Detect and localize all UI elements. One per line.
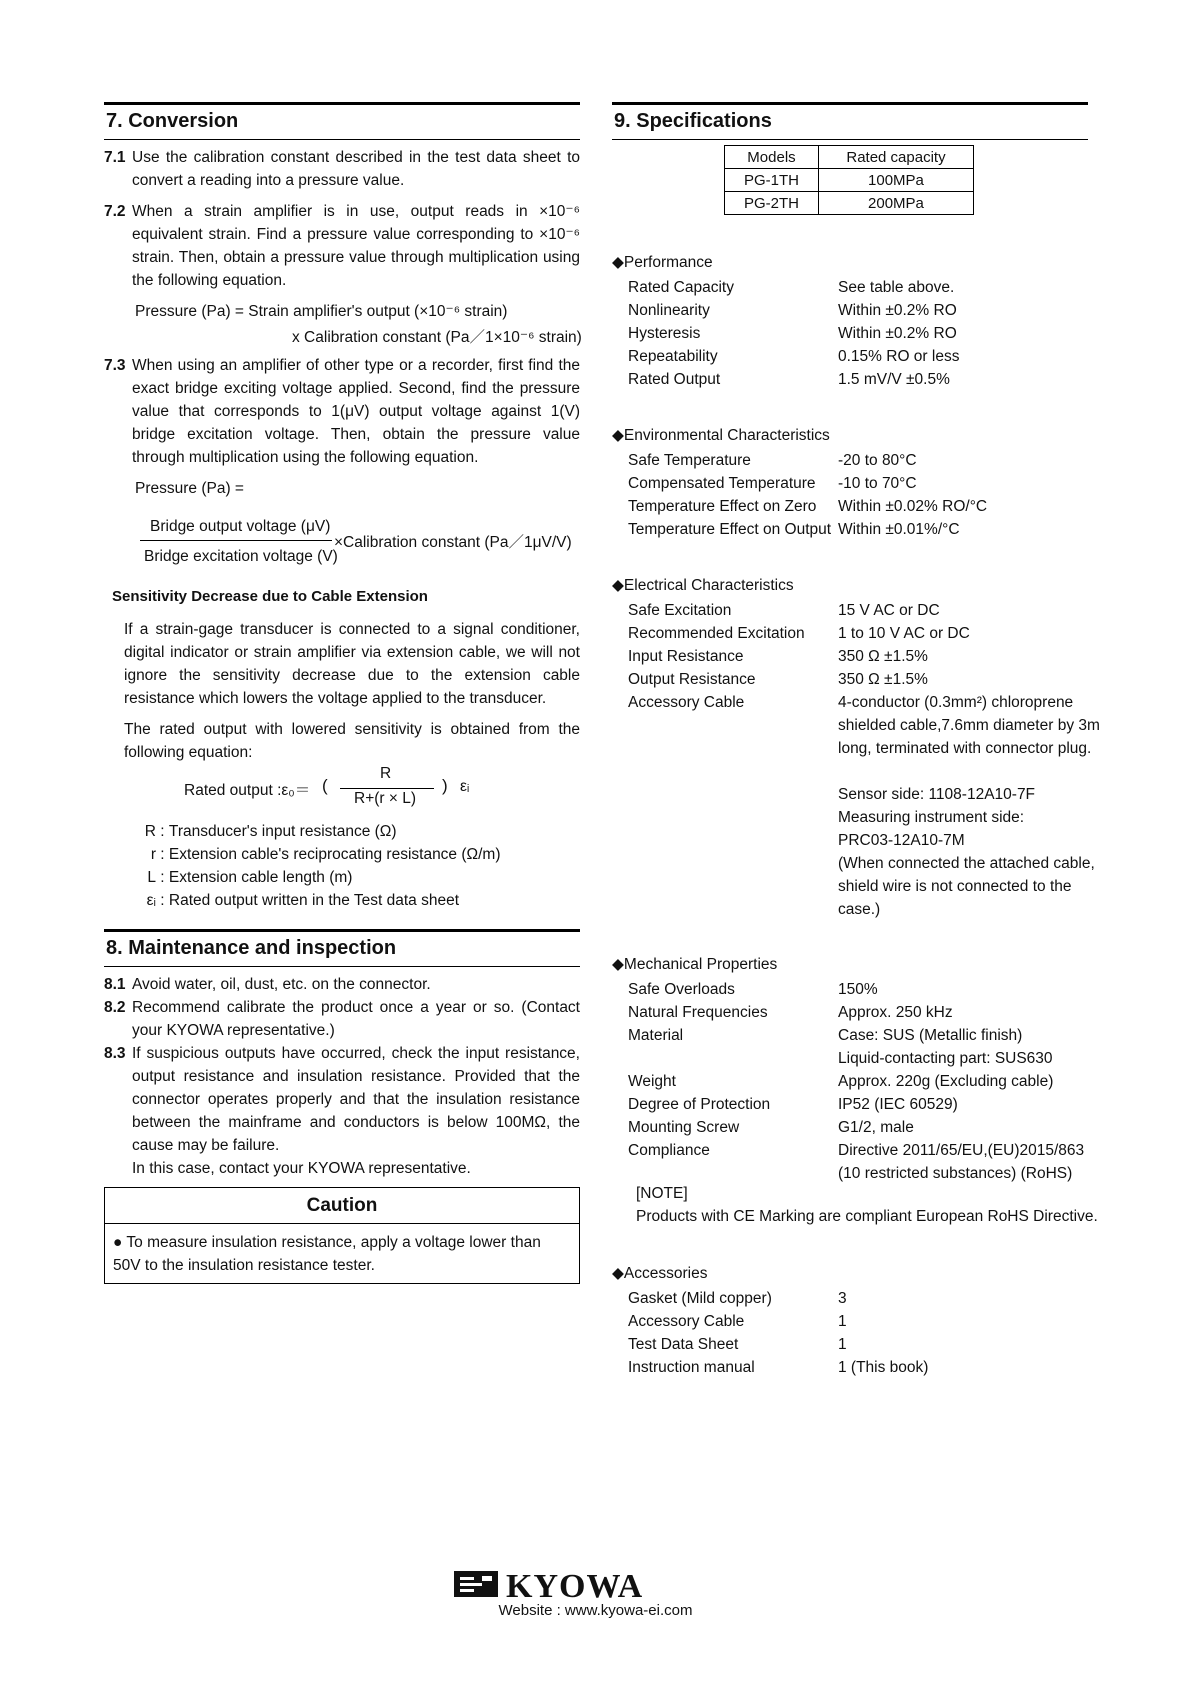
spec-key: Hysteresis (628, 325, 701, 342)
spec-value: 4-conductor (0.3mm²) chloroprene shielded cable,7.6mm diameter by 3m long, terminated with connector plug. (838, 694, 1100, 757)
equation-line: Pressure (Pa) = Strain amplifier's output (×10⁻⁶ strain) (135, 303, 508, 320)
paren-open: ( (322, 776, 328, 795)
rated-output-lhs: Rated output :ε₀＝ (184, 782, 311, 799)
spec-key: Compliance (628, 1142, 710, 1159)
spec-value: 15 V AC or DC (838, 602, 940, 619)
section-title: 9. Specifications (614, 110, 772, 132)
spec-value: 350 Ω ±1.5% (838, 671, 928, 688)
definition-symbol: L (147, 869, 156, 886)
rated-output-denominator: R+(r × L) (354, 790, 417, 807)
spec-key: Repeatability (628, 348, 718, 365)
spec-key: Safe Overloads (628, 981, 735, 998)
spec-key: Input Resistance (628, 648, 744, 665)
paragraph-8-1 (104, 973, 580, 996)
definition-item: r : Extension cable's reciprocating resistance (Ω/m) (140, 846, 501, 864)
section-title: 8. Maintenance and inspection (106, 937, 397, 959)
spec-group-title: ◆Electrical Characteristics (612, 577, 794, 594)
paren-close: ) (442, 776, 448, 795)
spec-value: (When connected the attached cable, shield wire is not connected to the case.) (838, 855, 1095, 918)
spec-group-title: ◆Environmental Characteristics (612, 427, 830, 444)
clause-text: Use the calibration constant described in the test data sheet to convert a reading into a pressure value. (132, 149, 580, 189)
spec-key: Mounting Screw (628, 1119, 740, 1136)
sensitivity-paragraph-2: The rated output with lowered sensitivity is obtained from the following equation: (124, 721, 580, 761)
spec-value: -10 to 70°C (838, 475, 917, 492)
spec-value: 1 (This book) (838, 1359, 929, 1376)
table-cell: PG-2TH (725, 192, 819, 215)
spec-group-title: ◆Performance (612, 254, 713, 271)
clause-text: Recommend calibrate the product once a year or so. (Contact your KYOWA representative.) (132, 999, 580, 1039)
section-heading-specifications (612, 102, 1088, 140)
spec-value: Within ±0.2% RO (838, 302, 957, 319)
equation-lhs: Pressure (Pa) = (135, 480, 244, 497)
definition-item: L : Extension cable length (m) (140, 869, 352, 887)
fraction-bar (140, 540, 332, 541)
fraction-numerator: Bridge output voltage (μV) (150, 518, 331, 535)
spec-value: 350 Ω ±1.5% (838, 648, 928, 665)
spec-key: Test Data Sheet (628, 1336, 739, 1353)
spec-value: G1/2, male (838, 1119, 914, 1136)
table-cell: 100MPa (818, 169, 973, 192)
sensitivity-heading: Sensitivity Decrease due to Cable Extension (112, 588, 428, 605)
spec-value: PRC03-12A10-7M (838, 832, 965, 849)
spec-key: Compensated Temperature (628, 475, 816, 492)
clause-text: When a strain amplifier is in use, output reads in ×10⁻⁶ equivalent strain. Find a pressure value corresponding to ×10⁻⁶ strain. Then, obtain a pressure value through multiplication using the following equation. (132, 203, 580, 289)
spec-value: 1 (838, 1336, 847, 1353)
table-row (725, 146, 974, 169)
table-cell: PG-1TH (725, 169, 819, 192)
spec-value: Case: SUS (Metallic finish) (838, 1027, 1023, 1044)
kyowa-logo-icon (454, 1568, 739, 1600)
paragraph-7-2 (104, 200, 580, 292)
paragraph-7-3 (104, 354, 580, 469)
spec-key: Safe Temperature (628, 452, 751, 469)
definition-symbol: R (144, 823, 156, 840)
models-table (724, 145, 974, 215)
table-row (725, 192, 974, 215)
spec-value: 150% (838, 981, 878, 998)
rated-output-numerator: R (380, 765, 392, 782)
spec-value: Approx. 220g (Excluding cable) (838, 1073, 1054, 1090)
clause-text: In this case, contact your KYOWA representative. (132, 1160, 471, 1177)
spec-key: Rated Output (628, 371, 721, 388)
spec-key: Degree of Protection (628, 1096, 771, 1113)
note-label: [NOTE] (636, 1185, 688, 1202)
definition-item: R : Transducer's input resistance (Ω) (140, 823, 397, 841)
fraction-denominator: Bridge excitation voltage (V) (144, 548, 338, 565)
spec-value: 3 (838, 1290, 847, 1307)
spec-value: Liquid-contacting part: SUS630 (838, 1050, 1053, 1067)
spec-key: Rated Capacity (628, 279, 734, 296)
spec-value: Measuring instrument side: (838, 809, 1025, 826)
spec-key: Natural Frequencies (628, 1004, 768, 1021)
clause-number: 8.2 (104, 999, 126, 1016)
logo-wordmark: KYOWA (506, 1568, 644, 1600)
definition-text: Transducer's input resistance (Ω) (168, 823, 397, 840)
caution-text: ● To measure insulation resistance, apply a voltage lower than 50V to the insulation resistance tester. (113, 1234, 541, 1274)
clause-number: 8.3 (104, 1045, 126, 1062)
clause-text: If suspicious outputs have occurred, check the input resistance, output resistance and insulation resistance. Provided that the connector operates properly and that the insulation resistance between the mainframe and conductors is below 100MΩ, the cause may be failure. (132, 1045, 580, 1154)
section-title: 7. Conversion (106, 110, 239, 132)
definition-text: Rated output written in the Test data sheet (168, 892, 460, 909)
rated-output-tail: εᵢ (460, 778, 470, 795)
clause-number: 8.1 (104, 976, 126, 993)
equation-rhs: ×Calibration constant (Pa／1μV/V) (334, 534, 572, 551)
spec-value: Sensor side: 1108-12A10-7F (838, 786, 1036, 803)
paragraph-7-1 (104, 146, 580, 192)
spec-key: Accessory Cable (628, 694, 745, 711)
spec-value: Within ±0.2% RO (838, 325, 957, 342)
table-header: Rated capacity (818, 146, 973, 169)
spec-value: 1 to 10 V AC or DC (838, 625, 970, 642)
spec-value: -20 to 80°C (838, 452, 917, 469)
spec-key: Temperature Effect on Output (628, 521, 832, 538)
spec-value: 1 (838, 1313, 847, 1330)
kyowa-logo (454, 1568, 739, 1605)
definition-symbol: εᵢ (146, 892, 156, 909)
definition-symbol: r (150, 846, 156, 863)
fraction-bar (340, 788, 434, 789)
spec-value: (10 restricted substances) (RoHS) (838, 1165, 1073, 1182)
spec-key: Recommended Excitation (628, 625, 805, 642)
clause-number: 7.1 (104, 149, 126, 166)
spec-key: Safe Excitation (628, 602, 732, 619)
note-text: Products with CE Marking are compliant European RoHS Directive. (636, 1208, 1098, 1225)
table-row (725, 169, 974, 192)
spec-key: Weight (628, 1073, 676, 1090)
definition-item: εᵢ : Rated output written in the Test data sheet (140, 892, 459, 910)
spec-key: Output Resistance (628, 671, 756, 688)
clause-number: 7.3 (104, 357, 126, 374)
caution-title: Caution (105, 1188, 579, 1224)
spec-key: Temperature Effect on Zero (628, 498, 817, 515)
spec-key: Accessory Cable (628, 1313, 745, 1330)
clause-text: Avoid water, oil, dust, etc. on the connector. (132, 976, 431, 993)
spec-value: 1.5 mV/V ±0.5% (838, 371, 950, 388)
clause-number: 7.2 (104, 203, 126, 220)
spec-key: Nonlinearity (628, 302, 710, 319)
equation-line: x Calibration constant (Pa／1×10⁻⁶ strain) (292, 329, 582, 346)
spec-group-title: ◆Mechanical Properties (612, 956, 778, 973)
caution-box (104, 1187, 580, 1284)
definition-text: Extension cable's reciprocating resistance (Ω/m) (168, 846, 501, 863)
spec-group-title: ◆Accessories (612, 1265, 708, 1282)
spec-value: Directive 2011/65/EU,(EU)2015/863 (838, 1142, 1085, 1159)
spec-value: Approx. 250 kHz (838, 1004, 953, 1021)
table-header: Models (725, 146, 819, 169)
spec-key: Material (628, 1027, 684, 1044)
sensitivity-paragraph-1: If a strain-gage transducer is connected to a signal conditioner, digital indicator or strain amplifier via extension cable, we will not ignore the sensitivity decrease due to the extension cable resistance which lowers the voltage applied to the transducer. (124, 621, 580, 707)
spec-value: See table above. (838, 279, 955, 296)
section-heading-maintenance (104, 929, 580, 967)
spec-value: Within ±0.01%/°C (838, 521, 960, 538)
spec-key: Instruction manual (628, 1359, 755, 1376)
paragraph-8-3 (104, 1042, 580, 1180)
table-cell: 200MPa (818, 192, 973, 215)
definition-text: Extension cable length (m) (168, 869, 353, 886)
spec-key: Gasket (Mild copper) (628, 1290, 772, 1307)
spec-value: 0.15% RO or less (838, 348, 960, 365)
spec-value: IP52 (IEC 60529) (838, 1096, 958, 1113)
spec-value: Within ±0.02% RO/°C (838, 498, 988, 515)
section-heading-conversion (104, 102, 580, 140)
clause-text: When using an amplifier of other type or a recorder, first find the exact bridge exciting voltage applied. Second, find the pressure value that corresponds to 1(μV) output voltage against 1(V) bridge excitation voltage. Then, obtain the pressure value through multiplication using the following equation. (132, 357, 580, 466)
paragraph-8-2 (104, 996, 580, 1042)
website-url: Website : www.kyowa-ei.com (498, 1602, 693, 1619)
